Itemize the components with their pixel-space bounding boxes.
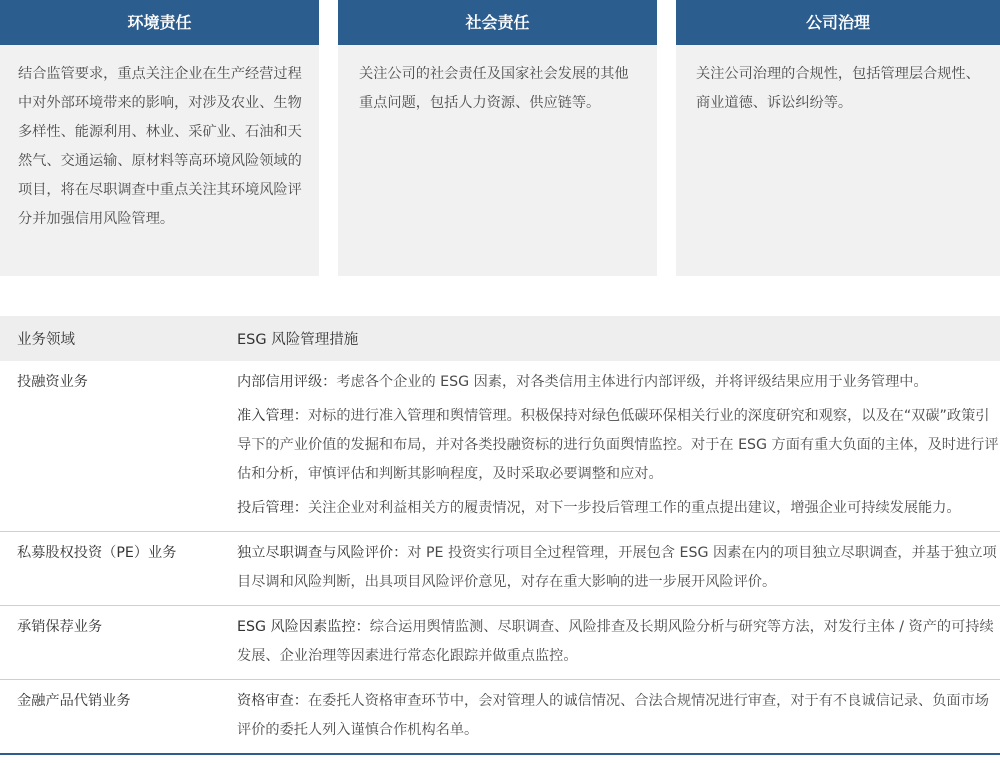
card-social — [338, 0, 657, 276]
measure-text: 对标的进行准入管理和舆情管理。积极保持对绿色低碳环保相关行业的深度研究和观察，以及在“双碳”政策引导下的产业价值的发掘和布局，并对各类投融资标的进行负面舆情监控。对于在 ESG 方面有重大负面的主体，及时进行评估和分析，审慎评估和判断其影响程度，及时采取必要调整和应对。 — [237, 408, 999, 482]
measure-label: ESG 风险因素监控： — [237, 619, 370, 635]
measure-text: 考虑各个企业的 ESG 因素，对各类信用主体进行内部评级，并将评级结果应用于业务管理中。 — [336, 374, 928, 390]
measure-item — [237, 687, 1000, 745]
esg-measures-table — [0, 316, 1000, 755]
table-row — [0, 532, 1000, 606]
business-area: 私募股权投资（PE）业务 — [0, 532, 231, 606]
table-row — [0, 606, 1000, 680]
business-area: 承销保荐业务 — [0, 606, 231, 680]
card-title: 环境责任 — [0, 0, 319, 45]
measure-text: 综合运用舆情监测、尽职调查、风险排查及长期风险分析与研究等方法，对发行主体 / 资产的可持续发展、企业治理等因素进行常态化跟踪并做重点监控。 — [237, 619, 994, 664]
measure-item — [237, 402, 1000, 489]
measures — [231, 680, 1000, 755]
measure-text: 关注企业对利益相关方的履责情况，对下一步投后管理工作的重点提出建议，增强企业可持续发展能力。 — [307, 500, 961, 516]
card-environment — [0, 0, 319, 276]
table-row — [0, 680, 1000, 755]
measures — [231, 532, 1000, 606]
measures — [231, 606, 1000, 680]
measure-label: 准入管理： — [237, 408, 308, 424]
measure-text: 在委托人资格审查环节中，会对管理人的诚信情况、合法合规情况进行审查，对于有不良诚信记录、负面市场评价的委托人列入谨慎合作机构名单。 — [237, 693, 989, 738]
card-text: 关注公司治理的合规性，包括管理层合规性、商业道德、诉讼纠纷等。 — [696, 66, 980, 111]
table-row — [0, 361, 1000, 532]
measure-text: 对 PE 投资实行项目全过程管理，开展包含 ESG 因素在内的项目独立尽职调查，并基于独立项目尽调和风险判断，出具项目风险评价意见，对存在重大影响的进一步展开风险评价。 — [237, 545, 997, 590]
responsibility-cards — [0, 0, 1000, 276]
card-text: 关注公司的社会责任及国家社会发展的其他重点问题，包括人力资源、供应链等。 — [359, 66, 629, 111]
measure-label: 资格审查： — [237, 693, 308, 709]
card-governance — [676, 0, 1000, 276]
table-header-row — [0, 316, 1000, 361]
header-esg-measures: ESG 风险管理措施 — [231, 316, 1000, 361]
measure-item — [237, 368, 1000, 397]
card-title: 公司治理 — [676, 0, 1000, 45]
header-business-area: 业务领域 — [0, 316, 231, 361]
measure-label: 内部信用评级： — [237, 374, 337, 390]
measure-item — [237, 613, 1000, 671]
measure-item — [237, 539, 1000, 597]
business-area: 金融产品代销业务 — [0, 680, 231, 755]
measures — [231, 361, 1000, 532]
business-area: 投融资业务 — [0, 361, 231, 532]
measure-label: 独立尽职调查与风险评价： — [237, 545, 408, 561]
card-title: 社会责任 — [338, 0, 657, 45]
measure-label: 投后管理： — [237, 500, 308, 516]
card-text: 结合监管要求，重点关注企业在生产经营过程中对外部环境带来的影响，对涉及农业、生物多样性、能源利用、林业、采矿业、石油和天然气、交通运输、原材料等高环境风险领域的项目，将在尽职调查中重点关注其环境风险评分并加强信用风险管理。 — [18, 66, 302, 227]
measure-item — [237, 494, 1000, 523]
